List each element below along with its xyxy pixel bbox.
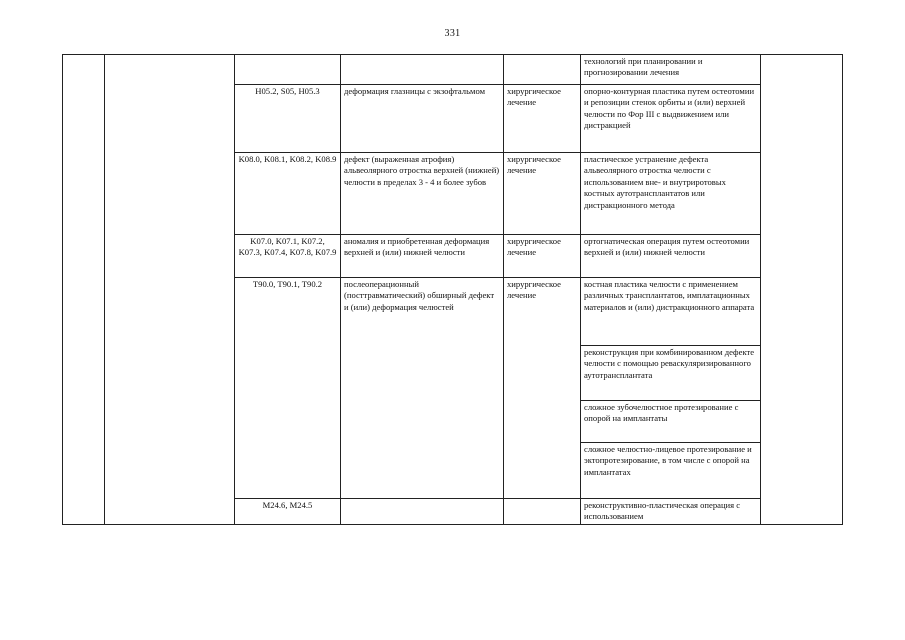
table-row xyxy=(63,55,843,85)
blank-cell-number xyxy=(63,55,105,525)
medical-procedures-table xyxy=(62,54,843,525)
diagnosis-cell: дефект (выраженная атрофия) альвеолярного отростка верхней (нижней) челюсти в пределах 3 - 4 и более зубов xyxy=(341,153,504,235)
method-cell: реконструктивно-пластическая операция с использованием xyxy=(581,499,761,525)
code-cell xyxy=(235,55,341,85)
code-cell: H05.2, S05, H05.3 xyxy=(235,85,341,153)
blank-cell-profile xyxy=(105,55,235,525)
diagnosis-cell: аномалия и приобретенная деформация верхней и (или) нижней челюсти xyxy=(341,235,504,278)
code-cell: K08.0, K08.1, K08.2, K08.9 xyxy=(235,153,341,235)
method-cell: технологий при планировании и прогнозировании лечения xyxy=(581,55,761,85)
code-cell: M24.6, M24.5 xyxy=(235,499,341,525)
method-cell: реконструкция при комбинированном дефекте челюсти с помощью реваскуляризированного аутотрансплантата xyxy=(581,346,761,401)
blank-cell-extra xyxy=(761,55,843,525)
diagnosis-cell xyxy=(341,55,504,85)
diagnosis-cell: послеоперационный (посттравматический) обширный дефект и (или) деформация челюстей xyxy=(341,278,504,499)
method-cell: сложное челюстно-лицевое протезирование и эктопротезирование, в том числе с опорой на имплантатах xyxy=(581,443,761,499)
method-cell: костная пластика челюсти с применением различных трансплантатов, имплатационных материалов и (или) дистракционного аппарата xyxy=(581,278,761,346)
method-cell: ортогнатическая операция путем остеотомии верхней и (или) нижней челюсти xyxy=(581,235,761,278)
diagnosis-cell: деформация глазницы с экзофтальмом xyxy=(341,85,504,153)
method-cell: пластическое устранение дефекта альвеолярного отростка челюсти с использованием вне- и внутриротовых костных аутотрансплантатов или дистракционного метода xyxy=(581,153,761,235)
code-cell: T90.0, T90.1, T90.2 xyxy=(235,278,341,499)
method-cell: опорно-контурная пластика путем остеотомии и репозиции стенок орбиты и (или) верхней челюсти по Фор III с выдвижением или дистракцией xyxy=(581,85,761,153)
method-cell: сложное зубочелюстное протезирование с опорой на имплантаты xyxy=(581,401,761,443)
treatment-type-cell xyxy=(504,499,581,525)
diagnosis-cell xyxy=(341,499,504,525)
code-cell: K07.0, K07.1, K07.2, K07.3, K07.4, K07.8, K07.9 xyxy=(235,235,341,278)
treatment-type-cell: хирургическое лечение xyxy=(504,153,581,235)
treatment-type-cell xyxy=(504,55,581,85)
treatment-type-cell: хирургическое лечение xyxy=(504,85,581,153)
treatment-type-cell: хирургическое лечение xyxy=(504,235,581,278)
page-number: 331 xyxy=(444,28,461,39)
treatment-type-cell: хирургическое лечение xyxy=(504,278,581,499)
